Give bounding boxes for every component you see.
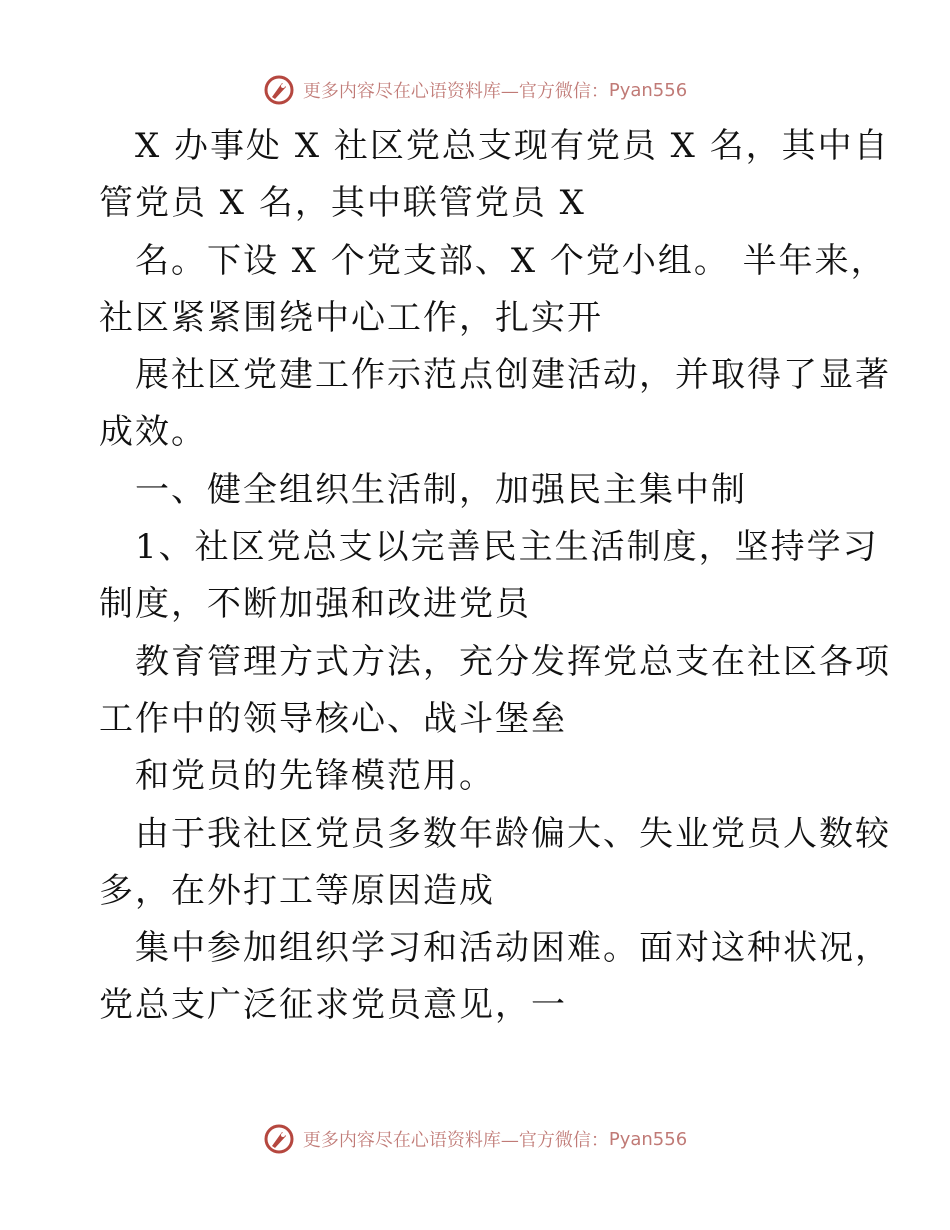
banner-wechat-id: Pyan556 [608,1128,688,1150]
section-heading: 一、健全组织生活制，加强民主集中制 [135,469,747,510]
paragraph-line: X 办事处 X 社区党总支现有党员 X 名，其中自 [135,126,890,166]
paragraph-line: 和党员的先锋模范用。 [135,756,495,797]
paragraph-line: 展社区党建工作示范点创建活动，并取得了显著 [135,355,891,396]
pen-nib-circle-icon [263,74,295,106]
paragraph-line: 多，在外打工等原因造成 [99,870,495,911]
paragraph-line: 党总支广泛征求党员意见，一 [99,985,567,1026]
pen-nib-circle-icon [263,1123,295,1155]
paragraph-line: 管党员 X 名，其中联管党员 X [99,183,586,224]
paragraph-line: 集中参加组织学习和活动困难。面对这种状况， [135,928,891,969]
watermark-banner-top [0,70,950,110]
paragraph-line: 教育管理方式方法，充分发挥党总支在社区各项 [135,641,891,682]
paragraph-line: 制度，不断加强和改进党员 [99,584,531,625]
watermark-banner-bottom [0,1119,950,1159]
paragraph-line: 由于我社区党员多数年龄偏大、失业党员人数较 [135,813,891,854]
paragraph-line: 社区紧紧围绕中心工作，扎实开 [99,297,603,338]
paragraph-line: 名。下设 X 个党支部、X 个党小组。 半年来， [135,240,887,281]
paragraph-line: 1、社区党总支以完善民主生活制度，坚持学习 [135,527,879,568]
banner-brand-text: 更多内容尽在心语资料库—官方微信： [302,81,609,102]
banner-wechat-id: Pyan556 [608,79,688,101]
paragraph-line: 成效。 [99,412,207,453]
paragraph-line: 工作中的领导核心、战斗堡垒 [99,698,567,739]
banner-brand-text: 更多内容尽在心语资料库—官方微信： [302,1130,609,1151]
document-body [99,118,891,1035]
